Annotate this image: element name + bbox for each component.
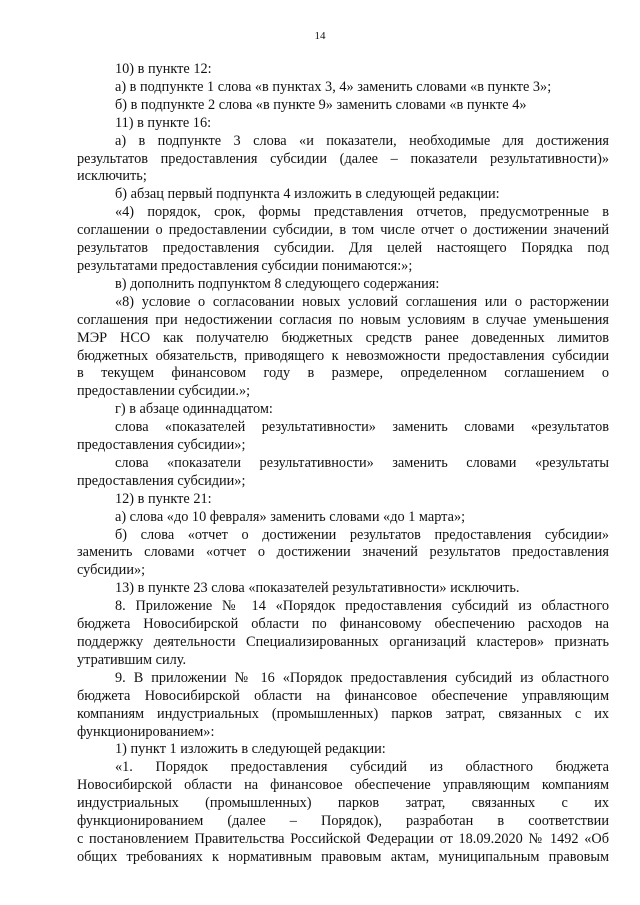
text-line: МЭР НСО как получателю бюджетных средств ранее доведенных лимитов <box>77 329 609 346</box>
text-line: б) абзац первый подпункта 4 изложить в следующей редакции: <box>115 186 500 203</box>
text-line: 9. В приложении № 16 «Порядок предоставления субсидий из областного <box>115 669 609 686</box>
text-line: 11) в пункте 16: <box>115 114 212 131</box>
paragraph <box>77 401 609 419</box>
text-line: соглашении о предоставлении субсидии, в том числе отчет о достижении значений <box>77 222 609 239</box>
text-line: поддержку деятельности Специализированных организаций кластеров» признать <box>77 634 609 650</box>
document-body <box>77 61 609 867</box>
paragraph <box>77 61 609 79</box>
paragraph <box>77 670 609 742</box>
paragraph <box>77 186 609 204</box>
paragraph <box>77 759 609 866</box>
text-line: а) слова «до 10 февраля» заменить словами «до 1 марта»; <box>115 508 466 525</box>
text-line: функционированием (далее – Порядок), разработан в соответствии <box>77 813 609 830</box>
text-line: исключить; <box>77 168 147 185</box>
text-line: бюджетных обязательств, приводящего к невозможности предоставления субсидии <box>77 347 609 364</box>
page-number: 14 <box>314 30 326 42</box>
paragraph <box>77 419 609 455</box>
text-line: предоставления субсидии»; <box>77 472 246 489</box>
paragraph <box>77 741 609 759</box>
text-line: результатов предоставления субсидии. Для целей настоящего Порядка под <box>77 240 609 257</box>
text-line: соглашения при недостижении согласия по новым условиям в случае уменьшения <box>77 311 609 328</box>
paragraph <box>77 79 609 97</box>
paragraph <box>77 455 609 491</box>
paragraph <box>77 527 609 581</box>
text-line: функционированием»: <box>77 723 215 740</box>
text-line: компаниям индустриальных (промышленных) парков затрат, связанных с их <box>77 705 609 722</box>
text-line: в текущем финансовом году в размере, определенном соглашением о <box>77 365 609 382</box>
text-line: б) в подпункте 2 слова «в пункте 9» заменить словами «в пункте 4» <box>115 96 527 113</box>
text-line: 10) в пункте 12: <box>115 61 212 77</box>
text-line: бюджета Новосибирской области на финансовое обеспечение управляющим <box>77 687 609 704</box>
text-line: с постановлением Правительства Российской Федерации от 18.09.2020 № 1492 «Об <box>77 830 609 847</box>
paragraph <box>77 204 609 276</box>
text-line: утратившим силу. <box>77 651 187 668</box>
paragraph <box>77 97 609 115</box>
paragraph <box>77 580 609 598</box>
text-line: субсидии»; <box>77 562 146 579</box>
text-line: в) дополнить подпунктом 8 следующего содержания: <box>115 275 440 292</box>
text-line: а) в подпункте 1 слова «в пунктах 3, 4» заменить словами «в пункте 3»; <box>115 78 552 95</box>
text-line: 8. Приложение № 14 «Порядок предоставления субсидий из областного <box>115 598 609 615</box>
text-line: результатами предоставления субсидии понимаются:»; <box>77 257 413 274</box>
paragraph <box>77 598 609 670</box>
text-line: заменить словами «отчет о достижении значений результатов предоставления <box>77 544 609 561</box>
text-line: «4) порядок, срок, формы представления отчетов, предусмотренные в <box>115 204 609 221</box>
text-line: б) слова «отчет о достижении результатов предоставления субсидии» <box>115 526 609 543</box>
paragraph <box>77 276 609 294</box>
text-line: предоставлении субсидии.»; <box>77 383 251 400</box>
text-line: 13) в пункте 23 слова «показателей результативности» исключить. <box>115 580 520 597</box>
text-line: слова «показатели результативности» заменить словами «результаты <box>115 454 609 471</box>
text-line: 12) в пункте 21: <box>115 490 212 507</box>
text-line: предоставления субсидии»; <box>77 437 246 454</box>
text-line: 1) пункт 1 изложить в следующей редакции: <box>115 741 386 758</box>
paragraph <box>77 115 609 133</box>
paragraph <box>77 509 609 527</box>
text-line: «8) условие о согласовании новых условий соглашения или о расторжении <box>115 293 609 310</box>
text-line: а) в подпункте 3 слова «и показатели, необходимые для достижения <box>115 132 609 149</box>
paragraph <box>77 133 609 187</box>
paragraph <box>77 294 609 401</box>
paragraph <box>77 491 609 509</box>
text-line: слова «показателей результативности» заменить словами «результатов <box>115 419 609 436</box>
text-line: «1. Порядок предоставления субсидий из областного бюджета <box>115 759 609 776</box>
text-line: результатов предоставления субсидии (далее – показатели результативности)» <box>77 150 609 167</box>
text-line: Новосибирской области на финансовое обеспечение управляющим компаниям <box>77 777 609 794</box>
text-line: г) в абзаце одиннадцатом: <box>115 401 273 418</box>
text-line: общих требованиях к нормативным правовым актам, муниципальным правовым <box>77 848 609 865</box>
text-line: индустриальных (промышленных) парков затрат, связанных с их <box>77 795 609 812</box>
text-line: бюджета Новосибирской области по финансовому обеспечению расходов на <box>77 616 609 633</box>
